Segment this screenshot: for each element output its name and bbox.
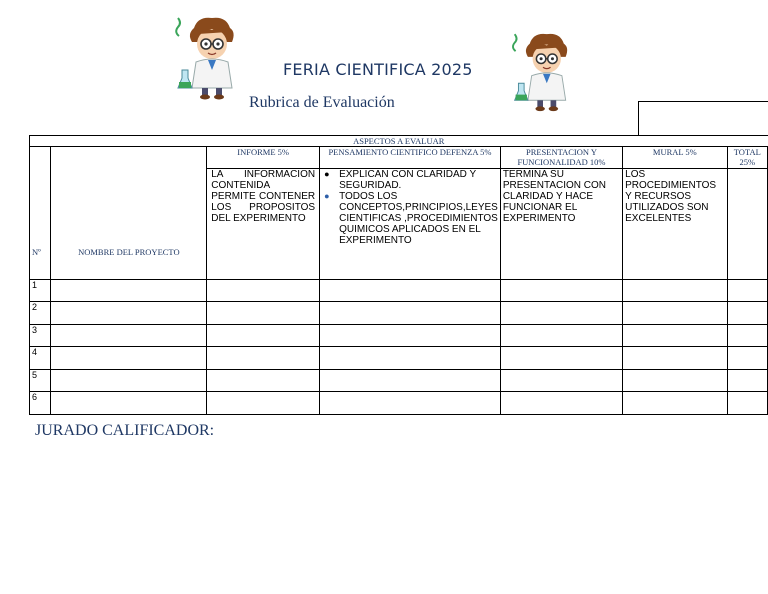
total-description-cell: [727, 169, 767, 280]
score-box-frame: [638, 101, 768, 136]
score-cell[interactable]: [207, 280, 320, 302]
bullet-dot-icon: ●: [324, 169, 330, 179]
total-cell[interactable]: [727, 280, 767, 302]
rubric-table: [29, 135, 768, 415]
score-cell[interactable]: [320, 280, 501, 302]
col-number-header: Nº: [30, 147, 51, 280]
score-cell[interactable]: [500, 347, 622, 370]
score-cell[interactable]: [500, 280, 622, 302]
table-row: [30, 302, 768, 325]
total-cell[interactable]: [727, 325, 767, 347]
score-cell[interactable]: [623, 280, 727, 302]
criteria-header-presentacion: PRESENTACION Y FUNCIONALIDAD 10%: [500, 147, 622, 169]
score-cell[interactable]: [500, 325, 622, 347]
row-number: 2: [30, 302, 51, 325]
criteria-header-row: [30, 147, 768, 169]
scientist-mascot-icon-left: [172, 14, 244, 100]
total-cell[interactable]: [727, 302, 767, 325]
col-total-header: TOTAL 25%: [727, 147, 767, 169]
total-cell[interactable]: [727, 370, 767, 392]
col-project-header: NOMBRE DEL PROYECTO: [51, 147, 207, 280]
score-cell[interactable]: [320, 392, 501, 415]
score-cell[interactable]: [623, 325, 727, 347]
criteria-header-informe: INFORME 5%: [207, 147, 320, 169]
page-title: FERIA CIENTIFICA 2025: [283, 60, 473, 79]
total-cell[interactable]: [727, 347, 767, 370]
score-cell[interactable]: [500, 392, 622, 415]
score-cell[interactable]: [623, 370, 727, 392]
criteria-header-mural: MURAL 5%: [623, 147, 727, 169]
row-number: 3: [30, 325, 51, 347]
score-cell[interactable]: [500, 302, 622, 325]
row-number: 4: [30, 347, 51, 370]
project-name-cell[interactable]: [51, 347, 207, 370]
score-cell[interactable]: [320, 347, 501, 370]
bullet-item: ● TODOS LOS CONCEPTOS,PRINCIPIOS,LEYES CIENTIFICAS ,PROCEDIMIENTOS QUIMICOS APLICADOS EN EL EXPERIMENTO: [324, 191, 498, 246]
total-cell[interactable]: [727, 392, 767, 415]
row-number: 5: [30, 370, 51, 392]
table-row: [30, 370, 768, 392]
score-cell[interactable]: [207, 325, 320, 347]
jurado-label: JURADO CALIFICADOR:: [35, 422, 215, 439]
group-header: ASPECTOS A EVALUAR: [30, 136, 768, 147]
project-name-cell[interactable]: [51, 325, 207, 347]
table-row: [30, 280, 768, 302]
row-number: 6: [30, 392, 51, 415]
score-cell[interactable]: [500, 370, 622, 392]
score-cell[interactable]: [207, 392, 320, 415]
bullet-dot-icon: ●: [324, 191, 330, 201]
score-cell[interactable]: [320, 302, 501, 325]
score-cell[interactable]: [623, 347, 727, 370]
group-header-row: [30, 136, 768, 147]
project-name-cell[interactable]: [51, 392, 207, 415]
criteria-header-pensamiento: PENSAMIENTO CIENTIFICO DEFENZA 5%: [320, 147, 501, 169]
criteria-text-informe: LA INFORMACION CONTENIDA PERMITE CONTENER LOS PROPOSITOS DEL EXPERIMENTO: [207, 169, 320, 280]
score-cell[interactable]: [207, 302, 320, 325]
row-number: 1: [30, 280, 51, 302]
score-cell[interactable]: [320, 325, 501, 347]
project-name-cell[interactable]: [51, 280, 207, 302]
table-row: [30, 325, 768, 347]
score-cell[interactable]: [320, 370, 501, 392]
score-cell[interactable]: [207, 370, 320, 392]
criteria-text-presentacion: TERMINA SU PRESENTACION CON CLARIDAD Y HACE FUNCIONAR EL EXPERIMENTO: [500, 169, 622, 280]
project-name-cell[interactable]: [51, 302, 207, 325]
scientist-mascot-icon-right: [509, 30, 577, 112]
project-name-cell[interactable]: [51, 370, 207, 392]
score-cell[interactable]: [623, 302, 727, 325]
score-cell[interactable]: [207, 347, 320, 370]
table-row: [30, 347, 768, 370]
page-subtitle: Rubrica de Evaluación: [249, 94, 395, 111]
criteria-text-mural: LOS PROCEDIMIENTOS Y RECURSOS UTILIZADOS SON EXCELENTES: [623, 169, 727, 280]
bullet-item: ● EXPLICAN CON CLARIDAD Y SEGURIDAD.: [324, 169, 476, 191]
score-cell[interactable]: [623, 392, 727, 415]
criteria-bullets-pensamiento: [320, 169, 501, 280]
table-row: [30, 392, 768, 415]
